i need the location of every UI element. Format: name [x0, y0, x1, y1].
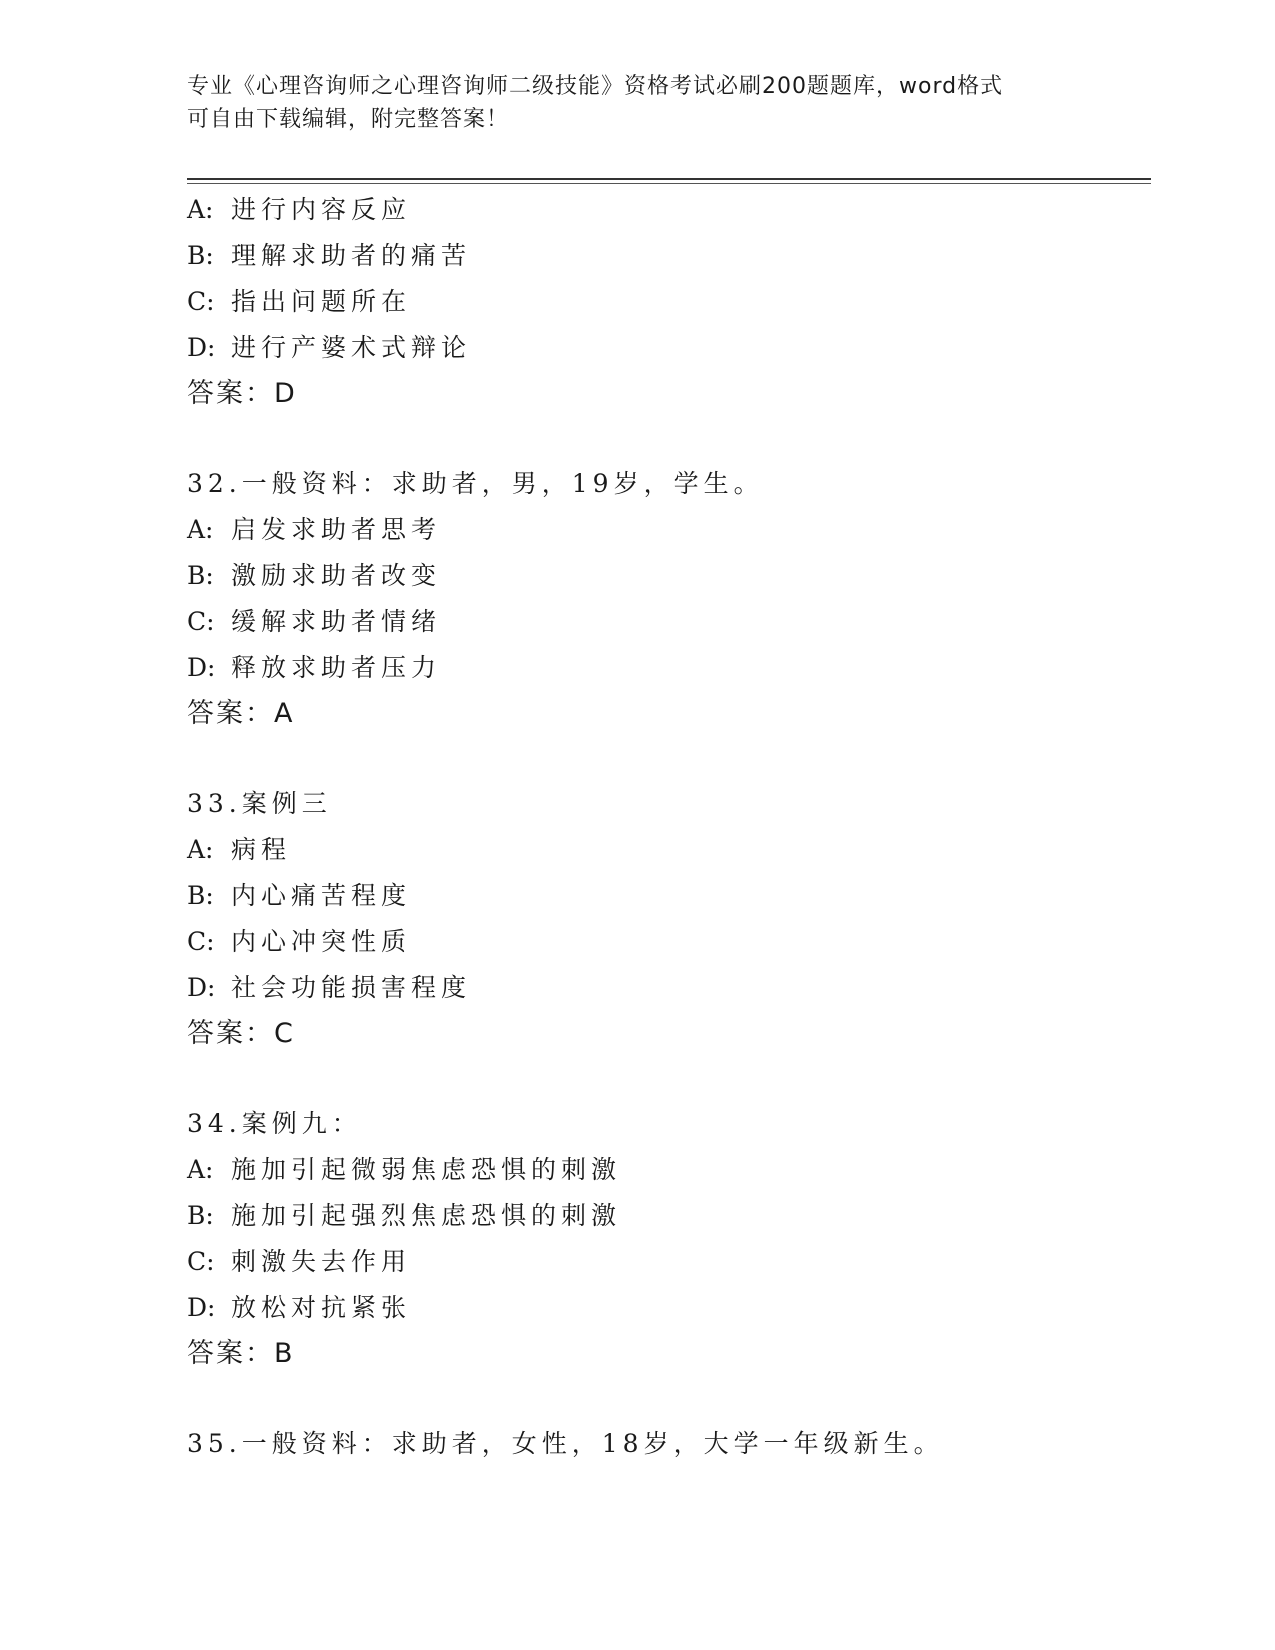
answer-value: C — [274, 1018, 295, 1049]
header-line-2: 可自由下载编辑，附完整答案！ — [187, 107, 510, 132]
option-c: C: 刺激失去作用 — [187, 1247, 412, 1276]
answer-value: D — [274, 378, 297, 409]
answer-line: 答案：C — [187, 1018, 295, 1049]
option-a: A: 病程 — [187, 835, 292, 864]
header-line-1: 专业《心理咨询师之心理咨询师二级技能》资格考试必刷200题题库，word格式 — [187, 74, 1004, 99]
question-list — [187, 187, 1151, 1467]
option-d: D: 放松对抗紧张 — [187, 1293, 412, 1322]
answer-line: 答案：A — [187, 698, 295, 729]
option-a: A: 启发求助者思考 — [187, 515, 442, 544]
option-a: A: 进行内容反应 — [187, 195, 412, 224]
answer-value: A — [274, 698, 295, 729]
question-text: 33.案例三 — [187, 789, 332, 818]
option-b: B: 内心痛苦程度 — [187, 881, 412, 910]
answer-line: 答案：D — [187, 378, 297, 409]
option-d: D: 释放求助者压力 — [187, 653, 442, 682]
question-block — [187, 461, 1151, 737]
header-rule-thin — [187, 183, 1151, 184]
question-block — [187, 187, 1151, 417]
question-block — [187, 781, 1151, 1057]
option-c: C: 内心冲突性质 — [187, 927, 412, 956]
option-d: D: 进行产婆术式辩论 — [187, 333, 472, 362]
document-header — [187, 70, 1067, 136]
option-b: B: 理解求助者的痛苦 — [187, 241, 472, 270]
option-a: A: 施加引起微弱焦虑恐惧的刺激 — [187, 1155, 622, 1184]
header-rule-thick — [187, 178, 1151, 180]
question-text: 32.一般资料：求助者，男，19岁，学生。 — [187, 469, 764, 498]
answer-value: B — [274, 1338, 295, 1369]
question-text: 35.一般资料：求助者，女性，18岁，大学一年级新生。 — [187, 1429, 944, 1458]
option-c: C: 指出问题所在 — [187, 287, 412, 316]
question-block — [187, 1101, 1151, 1377]
option-d: D: 社会功能损害程度 — [187, 973, 472, 1002]
option-b: B: 激励求助者改变 — [187, 561, 442, 590]
answer-line: 答案：B — [187, 1338, 295, 1369]
option-b: B: 施加引起强烈焦虑恐惧的刺激 — [187, 1201, 622, 1230]
option-c: C: 缓解求助者情绪 — [187, 607, 442, 636]
question-text: 34.案例九： — [187, 1109, 362, 1138]
